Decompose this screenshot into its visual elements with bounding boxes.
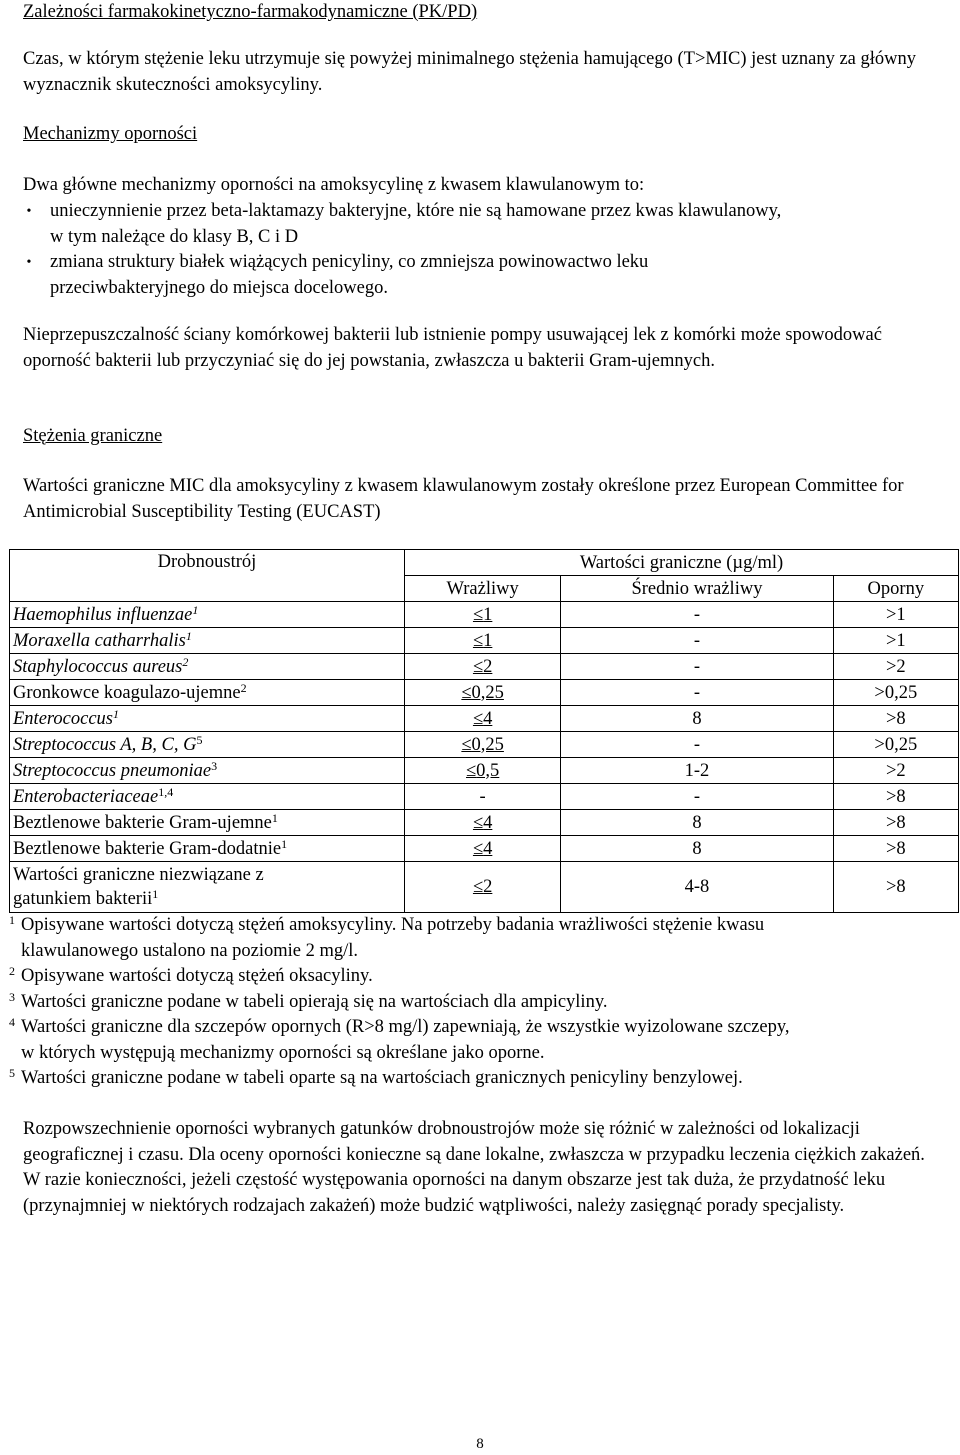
footnote: 4 Wartości graniczne dla szczepów opornych (R>8 mg/l) zapewniają, że wszystkie wyizolowane szczepy, w których występują mechanizmy oporności są określane jako oporne. (9, 1015, 790, 1063)
heading-breakpoints: Stężenia graniczne (23, 426, 163, 446)
header-resistant: Oporny (833, 576, 958, 602)
header-organism: Drobnoustrój (10, 550, 405, 602)
breakpoints-table (9, 549, 959, 913)
table-header-row (10, 550, 959, 576)
table-row: Streptococcus pneumoniae$^3$ ≤ 0,5 1-2 >2 (10, 758, 959, 784)
mechanisms-list (23, 199, 943, 301)
heading-mechanisms: Mechanizmy oporności (23, 124, 198, 144)
paragraph-pkpd: Czas, w którym stężenie leku utrzymuje się powyżej minimalnego stężenia hamującego (T>MIC) jest uznany za główny wyznacznik skuteczności amoksycyliny. (23, 49, 917, 95)
header-values: Wartości graniczne (µg/ml) (405, 550, 959, 576)
footnote: 5 Wartości graniczne podane w tabeli oparte są na wartościach granicznych penicyliny benzylowej. (9, 1066, 743, 1088)
table-row: Moraxella catharrhalis$^1$ ≤ 1 - >1 (10, 628, 959, 654)
table-row: Enterobacteriaceae$^{1,4}$ - - >8 (10, 784, 959, 810)
table-row: Streptococcus A, B, C, $G^5$ ≤ 0,25 - >0,25 (10, 732, 959, 758)
footnote: 2 Opisywane wartości dotyczą stężeń oksacyliny. (9, 964, 373, 986)
table-row: Wartości graniczne niezwiązane z gatunkiem bakterii$^1$ ≤ 2 4-8 >8 (10, 862, 959, 913)
header-susceptible: Wrażliwy (405, 576, 561, 602)
header-intermediate: Średnio wrażliwy (561, 576, 833, 602)
list-item: • zmiana struktury białek wiążących penicyliny, co zmniejsza powinowactwo leku przeciwbakteryjnego do miejsca docelowego. (23, 250, 943, 301)
table-row: Enterococcus$^1$ ≤ 4 8 >8 (10, 706, 959, 732)
table-row: Gronkowce koagulazo-ujemne$^2$ ≤ 0,25 - >0,25 (10, 680, 959, 706)
footnote: 1 Opisywane wartości dotyczą stężeń amoksycyliny. Na potrzeby badania wrażliwości stężenie kwasu klawulanowego ustalono na poziomie 2 mg/l. (9, 913, 765, 961)
paragraph-permeability: Nieprzepuszczalność ściany komórkowej bakterii lub istnienie pompy usuwającej lek z komórki może spowodować oporność bakterii lub przyczyniać się do jej powstania, zwłaszcza u bakterii Gram-ujemnych. (23, 325, 882, 371)
paragraph-breakpoints-intro: Wartości graniczne MIC dla amoksycyliny z kwasem klawulanowym zostały określone przez European Committee for Antimicrobial Susceptibility Testing (EUCAST) (23, 476, 904, 522)
heading-pkpd: Zależności farmakokinetyczno-farmakodynamiczne (PK/PD) (23, 2, 478, 22)
table-row: Beztlenowe bakterie Gram-ujemne$^1$ ≤ 4 8 >8 (10, 810, 959, 836)
list-item: • unieczynnienie przez beta-laktamazy bakteryjne, które nie są hamowane przez kwas klawulanowy, w tym należące do klasy B, C i D (23, 199, 943, 250)
paragraph-prevalence: Rozpowszechnienie oporności wybranych gatunków drobnoustrojów może się różnić w zależności od lokalizacji geograficznej i czasu. Dla oceny oporności konieczne są dane lokalne, zwłaszcza w przypadku leczenia ciężkich zakażeń. W razie konieczności, jeżeli częstość występowania oporności na danym obszarze jest tak duża, że przydatność leku (przynajmniej w niektórych rodzajach zakażeń) może budzić wątpliwości, należy zasięgnąć porady specjalisty. (23, 1119, 925, 1216)
table-row: Haemophilus influenzae$^1$ ≤ 1 - >1 (10, 602, 959, 628)
footnotes (9, 913, 954, 1092)
table-row: Beztlenowe bakterie Gram-dodatnie$^1$ ≤ 4 8 >8 (10, 836, 959, 862)
footnote: 3 Wartości graniczne podane w tabeli opierają się na wartościach dla ampicyliny. (9, 989, 608, 1012)
paragraph-mechanisms-intro: Dwa główne mechanizmy oporności na amoksycylinę z kwasem klawulanowym to: (23, 175, 645, 195)
bullet-icon: • (26, 255, 32, 270)
bullet-icon: • (26, 204, 32, 219)
table-row: Staphylococcus aureus$^2$ ≤ 2 - >2 (10, 654, 959, 680)
page-number: 8 (476, 1436, 484, 1452)
